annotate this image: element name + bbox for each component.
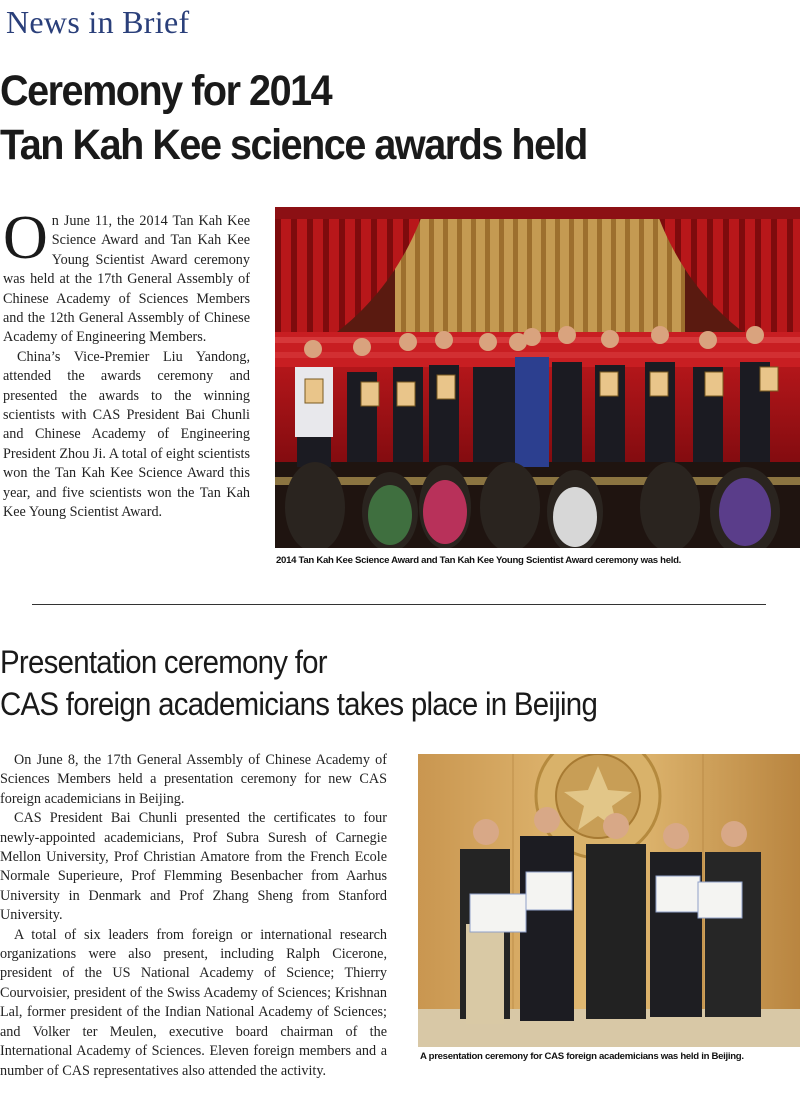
- article1-body: [3, 204, 250, 523]
- ceremony-photo-caption: 2014 Tan Kah Kee Science Award and Tan Kah Kee Young Scientist Award ceremony was held.: [276, 555, 682, 566]
- article2-headline-line1: Presentation ceremony for: [0, 644, 327, 680]
- section-divider: [32, 604, 766, 605]
- article1-headline-line1: Ceremony for 2014: [0, 67, 332, 115]
- article2-paragraph-2: CAS President Bai Chunli presented the certificates to four newly-appointed academicians, Prof Subra Suresh of Carnegie Mellon University, Prof Christian Amatore from the French Ecole Normale Superieure, Prof Flemming Besenbacher from Aarhus University in Denmark and Prof Zhang Sheng from Stanford University.: [0, 810, 387, 924]
- article1-paragraph-1-text: n June 11, the 2014 Tan Kah Kee Science Award and Tan Kah Kee Young Scientist Award ceremony was held at the 17th General Assembly of Chinese Academy of Sciences Members and the 12th General Assembly of Chinese Academy of Engineering Members.: [3, 213, 250, 346]
- section-label: News in Brief: [6, 4, 190, 40]
- article1-headline-line2: Tan Kah Kee science awards held: [0, 121, 587, 169]
- article2-headline: [0, 641, 736, 725]
- article2-paragraph-1: On June 8, the 17th General Assembly of Chinese Academy of Sciences Members held a presentation ceremony for new CAS foreign academicians in Beijing.: [0, 752, 387, 807]
- drop-cap: O: [3, 204, 48, 272]
- article2-headline-line2: CAS foreign academicians takes place in Beijing: [0, 686, 598, 722]
- academicians-photo: [418, 754, 800, 1047]
- article2-paragraph-3: A total of six leaders from foreign or international research organizations were also present, including Ralph Cicerone, president of the US National Academy of Science; Thierry Courvoisier, president of the Swiss Academy of Sciences; Krishnan Lal, former president of the Indian National Academy of Sciences; and Volker ter Meulen, executive board chairman of the International Academy of Sciences. Eleven foreign members and a number of CAS representatives also attended the activity.: [0, 926, 387, 1079]
- article2-body: [0, 751, 387, 1081]
- academicians-photo-caption: A presentation ceremony for CAS foreign academicians was held in Beijing.: [420, 1051, 744, 1062]
- article1-headline: [0, 64, 736, 172]
- article1-paragraph-1: [3, 204, 250, 348]
- ceremony-photo: [275, 207, 800, 548]
- article1-paragraph-2: China’s Vice-Premier Liu Yandong, attended the awards ceremony and presented the awards to the winning scientists with CAS President Bai Chunli and Chinese Academy of Engineering President Zhou Ji. A total of eight scientists won the Tan Kah Kee Science Award this year, and five scientists won the Tan Kah Kee Young Scientist Award.: [3, 348, 250, 521]
